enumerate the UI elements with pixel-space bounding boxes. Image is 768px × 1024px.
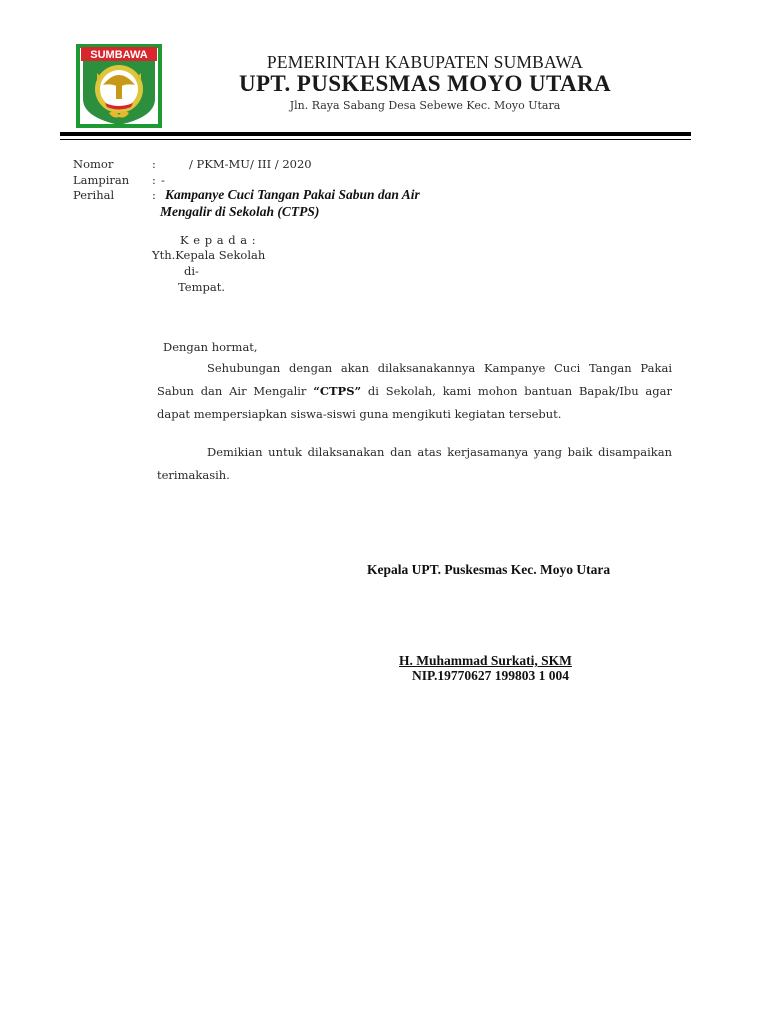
paragraph-2-text: Demikian untuk dilaksanakan dan atas kerjasamanya yang baik disampaikan terimakasih.: [157, 445, 672, 482]
perihal-colon: :: [152, 188, 156, 202]
letterhead-government: PEMERINTAH KABUPATEN SUMBAWA: [266, 52, 584, 72]
paragraph-1: [157, 357, 672, 426]
lampiran-value: -: [161, 173, 165, 187]
letterhead-institution: UPT. PUSKESMAS MOYO UTARA: [238, 71, 612, 96]
sumbawa-logo: [75, 43, 163, 129]
letterhead-address: Jln. Raya Sabang Desa Sebewe Kec. Moyo Utara: [289, 99, 561, 112]
signature-title: Kepala UPT. Puskesmas Kec. Moyo Utara: [367, 562, 611, 577]
signature-nip: NIP.19770627 199803 1 004: [412, 668, 570, 683]
signature-name: H. Muhammad Surkati, SKM: [399, 653, 572, 668]
logo-banner-text: SUMBAWA: [90, 49, 148, 61]
letterhead-rule-thick: [60, 132, 691, 136]
greeting: Dengan hormat,: [163, 340, 258, 354]
letterhead-rule-thin: [60, 139, 691, 140]
lampiran-label: Lampiran: [73, 173, 130, 187]
paragraph-2: [157, 441, 672, 487]
paragraph-1-before: Sehubungan dengan akan dilaksanakannya Kampanye Cuci Tangan Pakai Sabun dan Air Mengalir: [157, 361, 672, 398]
paragraph-1-after: di Sekolah, kami mohon bantuan Bapak/Ibu agar dapat mempersiapkan siswa-siswi guna mengikuti kegiatan tersebut.: [157, 384, 673, 421]
perihal-line1: Kampanye Cuci Tangan Pakai Sabun dan Air: [165, 187, 420, 202]
ctps-bold: “CTPS”: [313, 384, 362, 398]
nomor-colon: :: [152, 157, 156, 171]
recipient-name: Yth.Kepala Sekolah: [152, 248, 266, 262]
nomor-label: Nomor: [73, 157, 114, 171]
recipient-di: di-: [184, 264, 199, 278]
kepada-label: K e p a d a :: [180, 233, 257, 247]
recipient-place: Tempat.: [178, 280, 225, 294]
nomor-value: / PKM-MU/ III / 2020: [189, 157, 312, 171]
perihal-label: Perihal: [73, 188, 115, 202]
lampiran-colon: :: [152, 173, 156, 187]
perihal-line2: Mengalir di Sekolah (CTPS): [160, 204, 320, 219]
sumbawa-regency-emblem-icon: [75, 43, 163, 129]
